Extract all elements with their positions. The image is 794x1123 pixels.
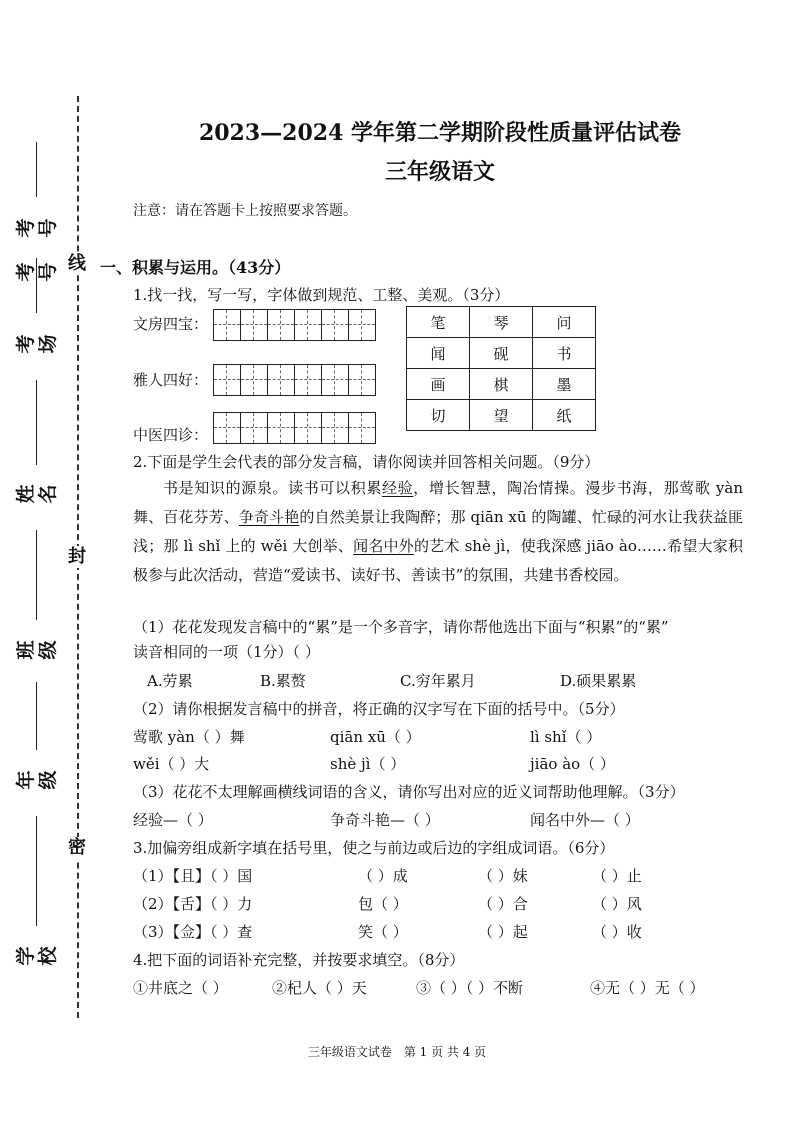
seal-char-xian: 线 xyxy=(68,253,86,274)
synonym-blank[interactable]: 闻名中外—（ ） xyxy=(530,811,640,829)
notice: 注意：请在答题卡上按照要求答题。 xyxy=(133,203,357,219)
radical-blank[interactable]: 笑（ ） xyxy=(358,923,408,941)
option[interactable]: B.累赘 xyxy=(260,672,306,690)
speech-passage: 书是知识的源泉。读书可以积累经验，增长智慧，陶冶情操。漫步书海，那莺歌 yàn 舞、百花芬芳、争奇斗艳的自然美景让我陶醉；那 qiān xū 的陶罐、忙碌的河水让我获益匪浅；那 lì shǐ 上的 wěi 大创举、闻名中外的艺术 shè jì，使我深感 jiāo ào……希望大家积极参与此次活动，营造“爱读书、读好书、善读书”的氛围，共建书香校园。 xyxy=(133,479,743,584)
seal-char-feng: 封 xyxy=(68,546,86,567)
q3-prompt: 3.加偏旁组成新字填在括号里，使之与前边或后边的字组成词语。（6分） xyxy=(133,839,615,857)
label-underline xyxy=(36,142,37,197)
label-underline xyxy=(36,682,37,750)
idiom-blank[interactable]: ②杞人（ ）天 xyxy=(272,979,367,997)
radical-blank[interactable]: （ ）成 xyxy=(358,867,408,885)
radical-row[interactable]: （2）【舌】（ ）力 xyxy=(133,895,253,913)
q1-prompt: 1.找一找，写一写，字体做到规范、工整、美观。（3分） xyxy=(133,286,510,304)
label-banji: 班级 xyxy=(15,640,59,660)
radical-row[interactable]: （3）【佥】（ ）查 xyxy=(133,923,253,941)
synonym-blank[interactable]: 经验—（ ） xyxy=(133,811,213,829)
option[interactable]: C.穷年累月 xyxy=(400,672,476,690)
radical-blank[interactable]: （ ）合 xyxy=(478,895,528,913)
pinyin-blank[interactable]: wěi（ ）大 xyxy=(133,755,210,773)
label-nianji: 年级 xyxy=(15,770,59,790)
option[interactable]: A.劳累 xyxy=(147,672,193,690)
radical-blank[interactable]: （ ）风 xyxy=(592,895,642,913)
q2-sub1: （1）花花发现发言稿中的“累”是一个多音字，请你帮他选出下面与“积累”的“累” xyxy=(133,618,669,636)
character-table: 笔 琴 问 闻 砚 书 画 棋 墨 切 望 纸 xyxy=(406,306,596,431)
label-underline xyxy=(36,258,37,313)
radical-blank[interactable]: （ ）起 xyxy=(478,923,528,941)
writing-grid[interactable] xyxy=(214,412,376,444)
radical-blank[interactable]: （ ）妹 xyxy=(478,867,528,885)
exam-title: 2023—2024 学年第二学期阶段性质量评估试卷 xyxy=(198,120,682,146)
option[interactable]: D.硕果累累 xyxy=(560,672,637,690)
q1-row-label: 文房四宝： xyxy=(133,315,209,333)
idiom-blank[interactable]: ③（ ）（ ）不断 xyxy=(416,979,524,997)
label-kaochang: 考场 xyxy=(15,334,59,354)
q1-row-label: 雅人四好： xyxy=(133,371,209,389)
writing-grid[interactable] xyxy=(214,309,376,341)
q2-prompt: 2.下面是学生会代表的部分发言稿，请你阅读并回答相关问题。（9分） xyxy=(133,453,600,471)
q2-sub2: （2）请你根据发言稿中的拼音，将正确的汉字写在下面的括号中。（5分） xyxy=(133,700,625,718)
seal-char-mi: 密 xyxy=(68,837,86,858)
q4-prompt: 4.把下面的词语补充完整，并按要求填空。（8分） xyxy=(133,951,465,969)
radical-blank[interactable]: 包（ ） xyxy=(358,895,408,913)
writing-grid[interactable] xyxy=(214,364,376,396)
page-footer: 三年级语文试卷 第 1 页 共 4 页 xyxy=(307,1045,487,1059)
label-kaohao: 考号 考号 xyxy=(15,218,59,282)
pinyin-blank[interactable]: qiān xū（ ） xyxy=(330,728,421,746)
radical-blank[interactable]: （ ）止 xyxy=(592,867,642,885)
idiom-blank[interactable]: ④无（ ）无（ ） xyxy=(590,979,705,997)
label-underline xyxy=(36,380,37,465)
label-underline xyxy=(36,816,37,926)
pinyin-blank[interactable]: 莺歌 yàn（ ）舞 xyxy=(133,728,245,746)
exam-subtitle: 三年级语文 xyxy=(384,159,495,185)
synonym-blank[interactable]: 争奇斗艳—（ ） xyxy=(330,811,440,829)
pinyin-blank[interactable]: shè jì（ ） xyxy=(330,755,406,773)
label-underline xyxy=(36,530,37,620)
label-xingming: 姓名 xyxy=(15,484,59,504)
radical-blank[interactable]: （ ）收 xyxy=(592,923,642,941)
q2-sub3: （3）花花不太理解画横线词语的含义，请你写出对应的近义词帮助他理解。（3分） xyxy=(133,783,685,801)
q2-sub1-b: 读音相同的一项（1分）（ ） xyxy=(133,643,320,661)
idiom-blank[interactable]: ①井底之（ ） xyxy=(133,979,228,997)
q1-row-label: 中医四诊： xyxy=(133,426,209,444)
label-xuexiao: 学校 xyxy=(15,946,59,966)
section-heading: 一、积累与运用。（43分） xyxy=(100,258,291,277)
pinyin-blank[interactable]: lì shǐ（ ） xyxy=(530,728,602,746)
pinyin-blank[interactable]: jiāo ào（ ） xyxy=(530,755,615,773)
radical-row[interactable]: （1）【且】（ ）国 xyxy=(133,867,253,885)
